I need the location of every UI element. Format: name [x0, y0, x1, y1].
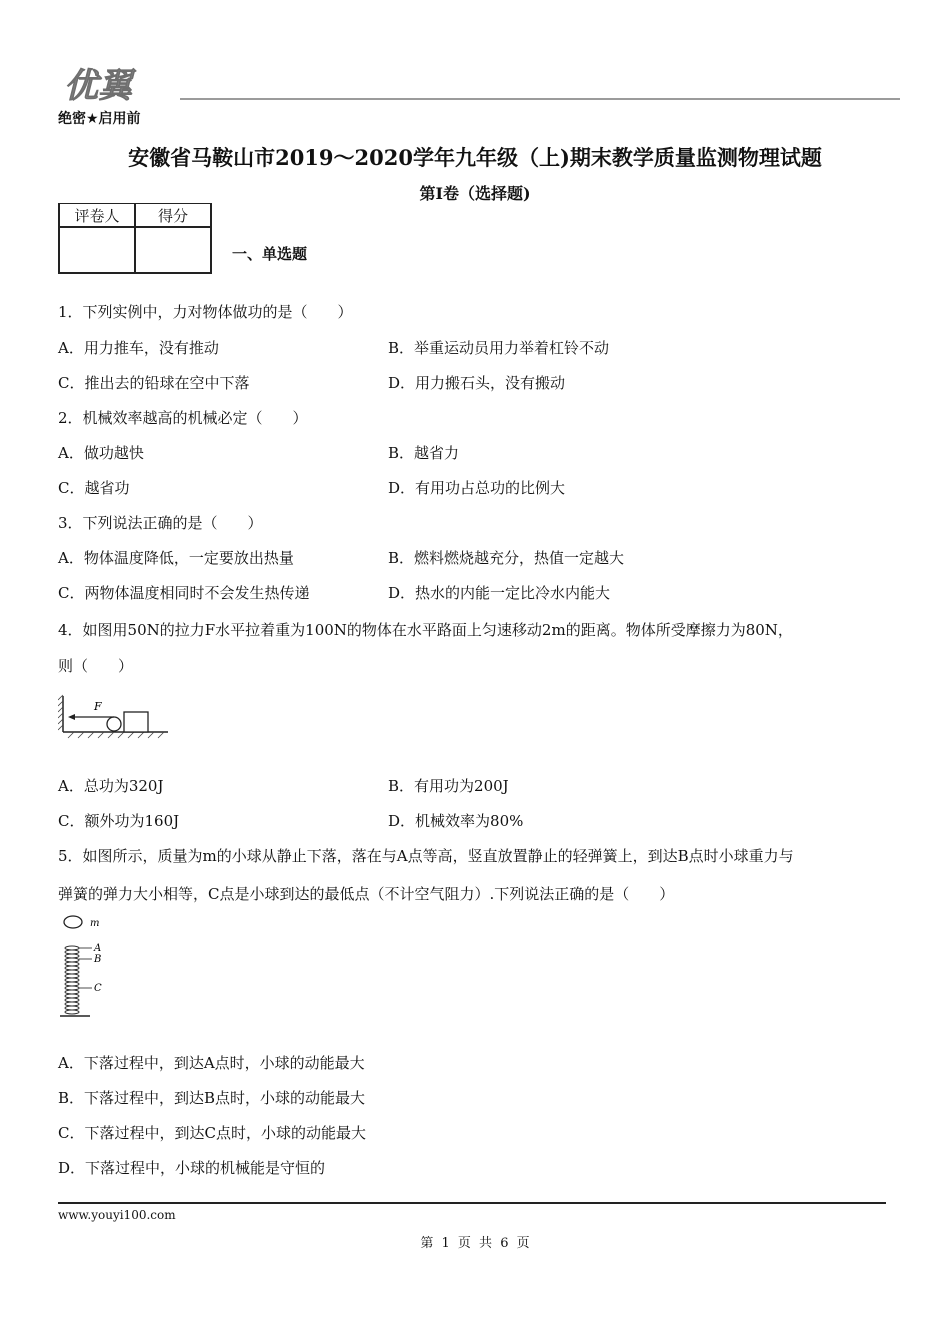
question-3-option-d: D．热水的内能一定比冷水内能大 — [388, 584, 611, 602]
question-4-figure — [58, 694, 170, 746]
question-4-option-c: C．额外功为160J — [58, 812, 180, 830]
question-5-figure-label-a: A — [94, 943, 102, 954]
question-1-option-d: D．用力搬石头，没有搬动 — [388, 374, 566, 392]
section-heading: 一、单选题 — [232, 245, 308, 263]
confidential-label: 绝密★启用前 — [58, 111, 141, 127]
question-5-figure — [56, 912, 120, 1024]
question-5-figure-label-b: B — [94, 954, 102, 965]
header-divider — [180, 98, 900, 100]
question-5-option-b: B．下落过程中，到达B点时，小球的动能最大 — [58, 1089, 366, 1107]
question-5-stem-line1: 5．如图所示，质量为m的小球从静止下落，落在与A点等高，竖直放置静止的轻弹簧上，到达B点时小球重力与 — [58, 847, 794, 865]
question-4-option-d: D．机械效率为80% — [388, 812, 524, 830]
question-4-stem-line1: 4．如图用50N的拉力F水平拉着重为100N的物体在水平路面上匀速移动2m的距离。物体所受摩擦力为80N， — [58, 621, 793, 639]
question-4-option-a: A．总功为320J — [58, 777, 164, 795]
logo — [62, 64, 182, 104]
score-table-grader-cell — [59, 227, 135, 273]
volume-title: 第I卷（选择题) — [419, 184, 531, 203]
score-table-header-grader: 评卷人 — [59, 204, 135, 228]
question-2-option-a: A．做功越快 — [58, 444, 144, 462]
score-table — [58, 203, 212, 274]
question-3-option-a: A．物体温度降低，一定要放出热量 — [58, 549, 294, 567]
question-5-option-a: A．下落过程中，到达A点时，小球的动能最大 — [58, 1054, 365, 1072]
question-5-option-c: C．下落过程中，到达C点时，小球的动能最大 — [58, 1124, 366, 1142]
score-table-header-score: 得分 — [135, 204, 211, 228]
question-4-stem-line2: 则（ ） — [58, 657, 134, 675]
question-1-option-a: A．用力推车，没有推动 — [58, 339, 219, 357]
question-3-option-b: B．燃料燃烧越充分，热值一定越大 — [388, 549, 625, 567]
question-1-option-c: C．推出去的铅球在空中下落 — [58, 374, 250, 392]
score-table-score-cell — [135, 227, 211, 273]
question-5-figure-label-c: C — [94, 983, 102, 994]
footer-divider — [58, 1202, 886, 1204]
question-5-option-d: D．下落过程中，小球的机械能是守恒的 — [58, 1159, 326, 1177]
question-3-stem: 3．下列说法正确的是（ ） — [58, 514, 263, 532]
question-5-figure-mass-label: m — [90, 918, 100, 929]
footer-site-link[interactable]: www.youyi100.com — [58, 1208, 176, 1222]
question-4-option-b: B．有用功为200J — [388, 777, 509, 795]
page-title: 安徽省马鞍山市2019～2020学年九年级（上)期末教学质量监测物理试题 — [128, 145, 822, 170]
question-2-option-d: D．有用功占总功的比例大 — [388, 479, 566, 497]
page-number: 第 1 页 共 6 页 — [420, 1236, 530, 1251]
question-2-option-b: B．越省力 — [388, 444, 460, 462]
question-1-option-b: B．举重运动员用力举着杠铃不动 — [388, 339, 610, 357]
question-2-option-c: C．越省功 — [58, 479, 130, 497]
question-4-figure-force-label: F — [94, 700, 102, 713]
question-2-stem: 2．机械效率越高的机械必定（ ） — [58, 409, 308, 427]
question-3-option-c: C．两物体温度相同时不会发生热传递 — [58, 584, 310, 602]
logo-text: 优翼 — [64, 66, 132, 104]
question-5-stem-line2: 弹簧的弹力大小相等，C点是小球到达的最低点（不计空气阻力）.下列说法正确的是（ ） — [58, 885, 675, 903]
question-1-stem: 1．下列实例中，力对物体做功的是（ ） — [58, 303, 353, 321]
